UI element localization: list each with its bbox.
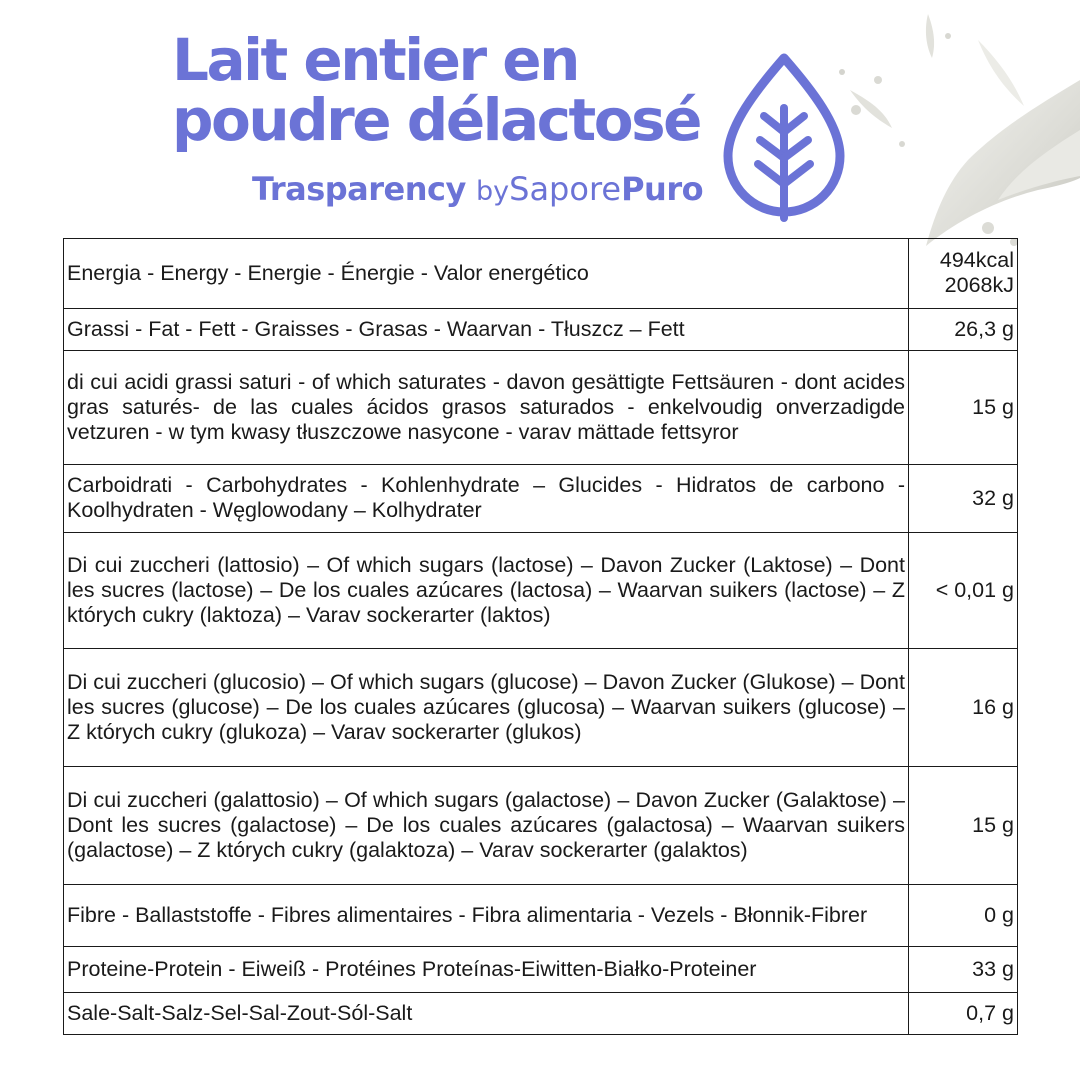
milk-splash-image <box>828 10 1080 250</box>
nutrient-value-protein: 33 g <box>909 947 1018 993</box>
brand-name-bold: Puro <box>621 170 704 208</box>
nutrient-label-protein: Proteine-Protein - Eiweiß - Protéines Proteínas-Eiwitten-Białko-Proteiner <box>64 947 909 993</box>
nutrient-label-carbohydrates: Carboidrati - Carbohydrates - Kohlenhydrate – Glucides - Hidratos de carbono - Koolhydraten - Węglowodany – Kolhydrater <box>64 465 909 533</box>
subtitle-trasparency: Trasparency <box>252 170 466 208</box>
nutrient-value-lactose: < 0,01 g <box>909 533 1018 649</box>
table-row <box>64 885 1018 947</box>
table-row <box>64 649 1018 767</box>
nutrient-value-saturates: 15 g <box>909 351 1018 465</box>
table-row <box>64 947 1018 993</box>
subtitle-by: by <box>476 176 510 207</box>
nutrition-table <box>63 238 1018 1035</box>
nutrient-value-salt: 0,7 g <box>909 993 1018 1035</box>
nutrient-label-saturates: di cui acidi grassi saturi - of which saturates - davon gesättigte Fettsäuren - dont acides gras saturés- de las cuales ácidos grasos saturados - enkelvoudig onverzadigde vetzuren - w tym kwasy tłuszczowe nasycone - varav mättade fettsyror <box>64 351 909 465</box>
brand-name-regular: Sapore <box>509 170 622 208</box>
nutrient-value-fibre: 0 g <box>909 885 1018 947</box>
nutrient-value-energy: 494kcal 2068kJ <box>909 239 1018 309</box>
product-title <box>172 26 700 154</box>
table-row <box>64 993 1018 1035</box>
nutrient-label-energy: Energia - Energy - Energie - Énergie - Valor energético <box>64 239 909 309</box>
table-row <box>64 465 1018 533</box>
nutrient-label-lactose: Di cui zuccheri (lattosio) – Of which sugars (lactose) – Davon Zucker (Laktose) – Dont les sucres (lactose) – De los cuales azúcares (lactosa) – Waarvan suikers (lactose) – Z których cukry (laktoza) – Varav sockerarter (laktos) <box>64 533 909 649</box>
nutrient-value-carbohydrates: 32 g <box>909 465 1018 533</box>
table-row <box>64 239 1018 309</box>
nutrient-label-glucose: Di cui zuccheri (glucosio) – Of which sugars (glucose) – Davon Zucker (Glukose) – Dont les sucres (glucose) – De los cuales azúcares (glucosa) – Waarvan suikers (glucose) – Z których cukry (glukoza) – Varav sockerarter (glukos) <box>64 649 909 767</box>
nutrient-value-fat: 26,3 g <box>909 309 1018 351</box>
table-row <box>64 767 1018 885</box>
nutrient-label-fibre: Fibre - Ballaststoffe - Fibres alimentaires - Fibra alimentaria - Vezels - Błonnik-Fibrer <box>64 885 909 947</box>
brand-subtitle <box>252 170 703 208</box>
title-line-1: Lait entier en <box>172 26 578 94</box>
nutrient-label-fat: Grassi - Fat - Fett - Graisses - Grasas - Waarvan - Tłuszcz – Fett <box>64 309 909 351</box>
nutrient-label-salt: Sale-Salt-Salz-Sel-Sal-Zout-Sól-Salt <box>64 993 909 1035</box>
table-row <box>64 309 1018 351</box>
nutrient-label-galactose: Di cui zuccheri (galattosio) – Of which sugars (galactose) – Davon Zucker (Galaktose) – Dont les sucres (galactose) – De los cuales azúcares (galactosa) – Waarvan suikers (galactose) – Z których cukry (galaktoza) – Varav sockerarter (galaktos) <box>64 767 909 885</box>
title-line-2: poudre délactosé <box>172 86 700 154</box>
nutrient-value-galactose: 15 g <box>909 767 1018 885</box>
table-row <box>64 351 1018 465</box>
table-row <box>64 533 1018 649</box>
nutrient-value-glucose: 16 g <box>909 649 1018 767</box>
